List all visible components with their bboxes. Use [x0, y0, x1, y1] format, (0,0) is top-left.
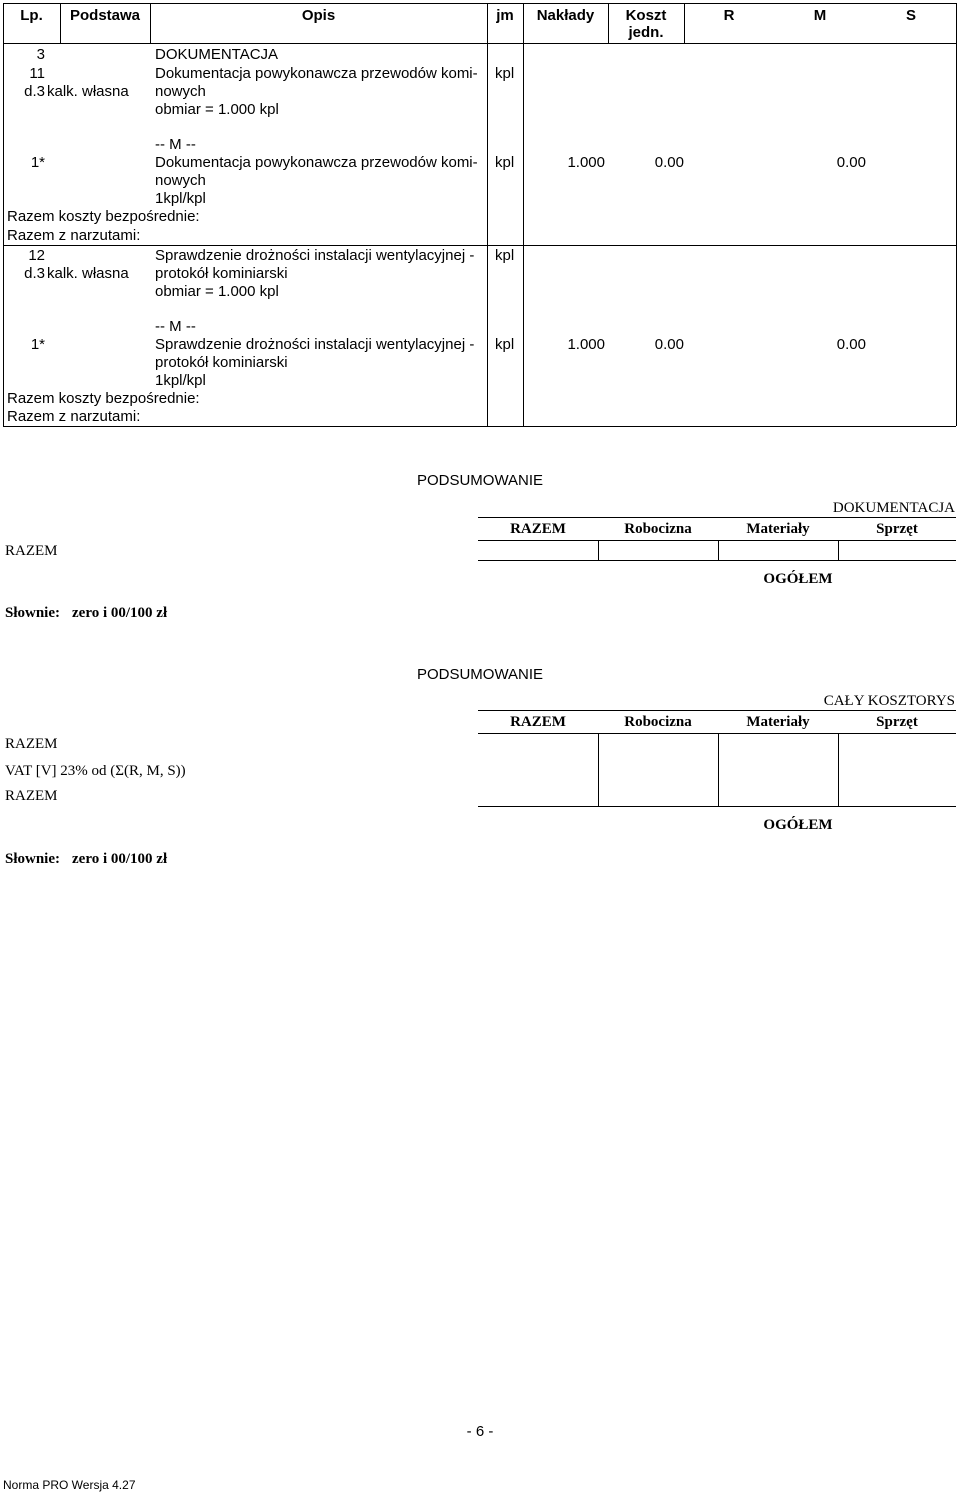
summary-col-sep [838, 540, 839, 560]
summary-col-materialy: Materiały [746, 521, 810, 537]
table-col-sep-3 [487, 3, 488, 426]
slownie-value: zero i 00/100 zł [72, 605, 168, 621]
header-koszt-line2: jedn. [628, 24, 664, 41]
header-s: S [905, 7, 916, 24]
summary-table-mid [478, 733, 956, 734]
summary-col-sprzet: Sprzęt [876, 714, 918, 730]
summary-col-sep [598, 733, 599, 806]
item-description-cont: nowych [155, 83, 206, 100]
summary-row-razem: RAZEM [5, 543, 58, 559]
resource-category: -- M -- [155, 318, 196, 335]
resource-koszt-jedn: 0.00 [654, 336, 684, 353]
slownie-label: Słownie: [5, 605, 61, 621]
item-description: Dokumentacja powykonawcza przewodów komi- [155, 65, 478, 82]
header-koszt: Koszt [625, 7, 667, 24]
item-description: Sprawdzenie drożności instalacji wentylacyjnej - [155, 247, 475, 264]
summary-title: PODSUMOWANIE [416, 666, 544, 683]
header-m: M [813, 7, 827, 24]
resource-unit-norm: 1kpl/kpl [155, 190, 206, 207]
summary-table-top [478, 710, 956, 711]
razem-koszty-bezposrednie: Razem koszty bezpośrednie: [7, 390, 200, 407]
section-title: DOKUMENTACJA [155, 46, 279, 63]
item-basis: kalk. własna [47, 265, 129, 282]
item-obmiar: obmiar = 1.000 kpl [155, 283, 279, 300]
summary-subtitle: CAŁY KOSZTORYS [823, 693, 955, 709]
resource-description: Sprawdzenie drożności instalacji wentylacyjnej - [155, 336, 475, 353]
summary-col-sep [598, 540, 599, 560]
item-description-cont: protokół kominiarski [155, 265, 288, 282]
razem-z-narzutami: Razem z narzutami: [7, 227, 141, 244]
resource-jm: kpl [495, 154, 515, 171]
summary-table-bottom [478, 560, 956, 561]
item-jm: kpl [495, 65, 515, 82]
resource-description-cont: nowych [155, 172, 206, 189]
resource-koszt-jedn: 0.00 [654, 154, 684, 171]
software-version: Norma PRO Wersja 4.27 [3, 1478, 136, 1492]
resource-naklady: 1.000 [567, 154, 605, 171]
header-opis: Opis [301, 7, 336, 24]
razem-koszty-bezposrednie: Razem koszty bezpośrednie: [7, 208, 200, 225]
resource-star: 1* [30, 336, 45, 353]
razem-z-narzutami: Razem z narzutami: [7, 408, 141, 425]
section-number: 3 [36, 46, 45, 63]
page-number: - 6 - [466, 1423, 494, 1440]
resource-m-value: 0.00 [836, 336, 866, 353]
summary-ogolem: OGÓŁEM [763, 817, 833, 833]
summary-title: PODSUMOWANIE [416, 472, 544, 489]
resource-unit-norm: 1kpl/kpl [155, 372, 206, 389]
summary-ogolem: OGÓŁEM [763, 571, 833, 587]
table-border-right [956, 3, 957, 426]
summary-col-sprzet: Sprzęt [876, 521, 918, 537]
item-ref: d.3 [24, 83, 45, 100]
table-col-sep-4 [523, 3, 524, 426]
slownie-label: Słownie: [5, 851, 61, 867]
summary-col-robocizna: Robocizna [624, 521, 692, 537]
summary-row-razem: RAZEM [5, 736, 58, 752]
summary-table-top [478, 517, 956, 518]
item-separator [3, 245, 956, 246]
item-ref: d.3 [24, 265, 45, 282]
header-lp: Lp. [20, 7, 43, 24]
item-jm: kpl [495, 247, 515, 264]
summary-table-mid [478, 540, 956, 541]
table-header-bottom [3, 43, 956, 44]
resource-naklady: 1.000 [567, 336, 605, 353]
summary-col-sep [718, 733, 719, 806]
summary-col-robocizna: Robocizna [624, 714, 692, 730]
resource-star: 1* [30, 154, 45, 171]
slownie-value: zero i 00/100 zł [72, 851, 168, 867]
header-naklady: Nakłady [536, 7, 595, 24]
header-podstawa: Podstawa [69, 7, 141, 24]
summary-table-bottom [478, 806, 956, 807]
summary-col-sep [718, 540, 719, 560]
item-number: 12 [28, 247, 45, 264]
summary-col-sep [838, 733, 839, 806]
header-r: R [723, 7, 735, 24]
summary-col-materialy: Materiały [746, 714, 810, 730]
resource-category: -- M -- [155, 136, 196, 153]
table-border-bottom [3, 426, 956, 427]
summary-col-razem: RAZEM [510, 521, 566, 537]
header-jm: jm [496, 7, 514, 24]
summary-subtitle: DOKUMENTACJA [832, 500, 955, 516]
resource-description: Dokumentacja powykonawcza przewodów komi- [155, 154, 478, 171]
resource-description-cont: protokół kominiarski [155, 354, 288, 371]
summary-row-vat: VAT [V] 23% od (Σ(R, M, S)) [5, 763, 186, 779]
summary-row-razem-total: RAZEM [5, 788, 58, 804]
item-basis: kalk. własna [47, 83, 129, 100]
resource-m-value: 0.00 [836, 154, 866, 171]
summary-col-razem: RAZEM [510, 714, 566, 730]
resource-jm: kpl [495, 336, 515, 353]
table-border-top [3, 3, 956, 4]
item-obmiar: obmiar = 1.000 kpl [155, 101, 279, 118]
item-number: 11 [29, 65, 45, 82]
